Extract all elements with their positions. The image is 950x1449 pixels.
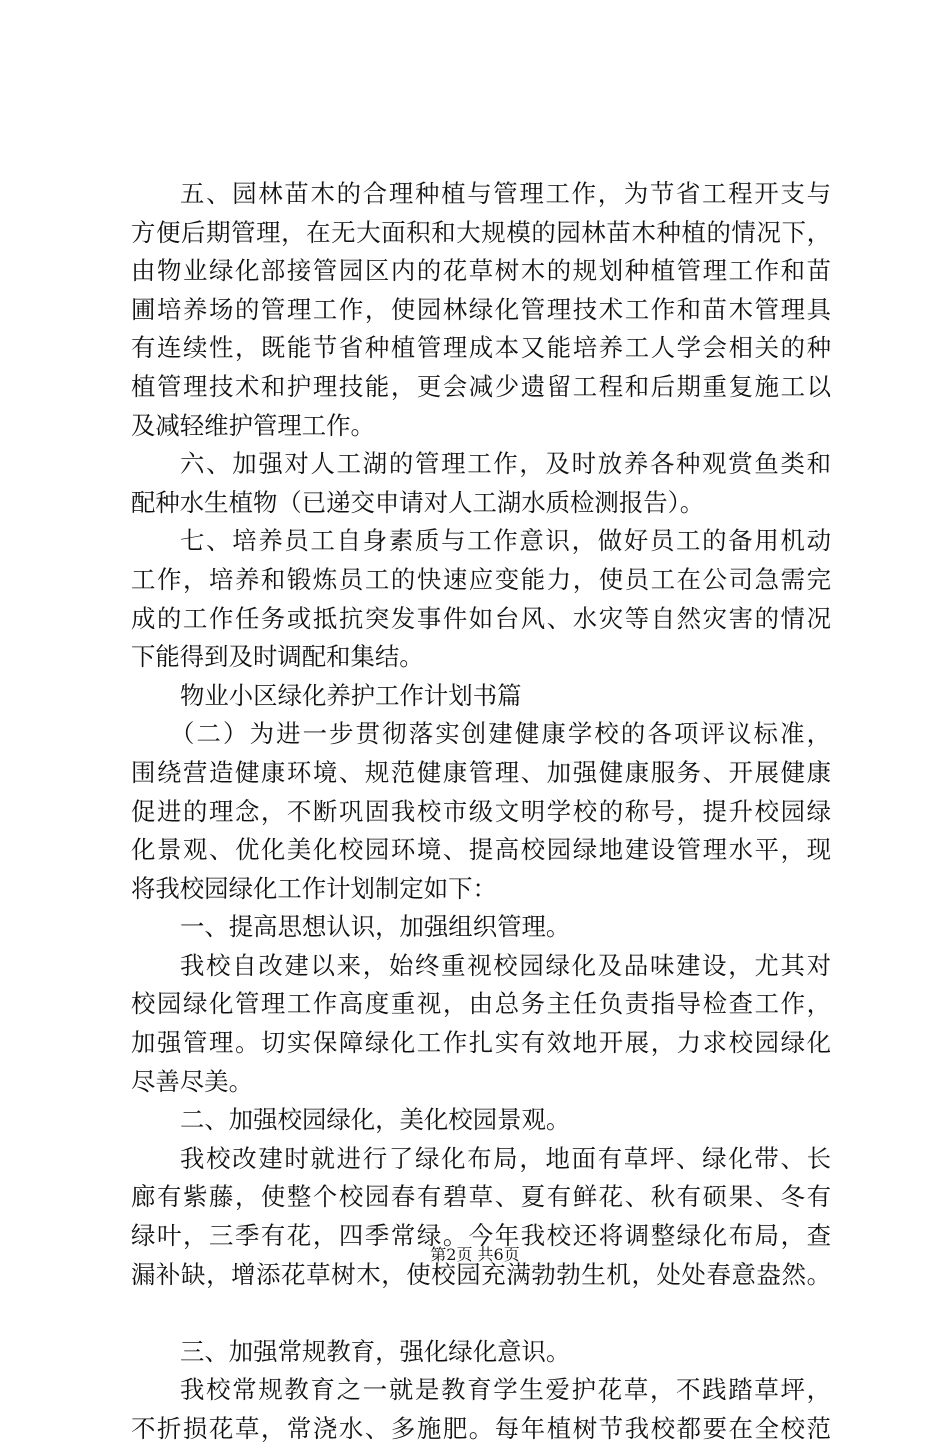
body-text-line: 我校自改建以来，始终重视校园绿化及品味建设，尤其对 xyxy=(180,950,831,980)
blank-line xyxy=(131,1294,831,1333)
body-text-line: （二）为进一步贯彻落实创建健康学校的各项评议标准， xyxy=(170,719,831,749)
body-text-line: 三、加强常规教育，强化绿化意识。 xyxy=(180,1336,571,1366)
body-text-line: 漏补缺，增添花草树木，使校园充满勃勃生机，处处春意盎然。 xyxy=(131,1259,831,1289)
body-text-line: 七、培养员工自身素质与工作意识，做好员工的备用机动 xyxy=(180,526,831,556)
body-text-line: 圃培养场的管理工作，使园林绿化管理技术工作和苗木管理具 xyxy=(131,294,831,324)
body-text-line: 五、园林苗木的合理种植与管理工作，为节省工程开支与 xyxy=(180,179,831,208)
body-text-line: 工作，培养和锻炼员工的快速应变能力，使员工在公司急需完 xyxy=(131,564,831,594)
body-text-line: 将我校园绿化工作计划制定如下： xyxy=(131,873,497,903)
body-text-line: 六、加强对人工湖的管理工作，及时放养各种观赏鱼类和 xyxy=(180,449,831,479)
page-footer: 第2页 共6页 xyxy=(430,1245,520,1264)
body-text-line: 下能得到及时调配和集结。 xyxy=(131,642,424,672)
body-text-line: 植管理技术和护理技能，更会减少遗留工程和后期重复施工以 xyxy=(131,371,831,401)
body-text-line: 成的工作任务或抵抗突发事件如台风、水灾等自然灾害的情况 xyxy=(131,603,831,633)
body-text-line: 有连续性，既能节省种植管理成本又能培养工人学会相关的种 xyxy=(131,333,831,363)
body-text-line: 二、加强校园绿化，美化校园景观。 xyxy=(180,1105,571,1135)
body-text-line: 校园绿化管理工作高度重视，由总务主任负责指导检查工作， xyxy=(131,989,831,1019)
body-text-line: 不折损花草，常浇水、多施肥。每年植树节我校都要在全校范 xyxy=(131,1414,831,1443)
body-text-line: 围绕营造健康环境、规范健康管理、加强健康服务、开展健康 xyxy=(131,757,831,787)
body-text-line: 我校改建时就进行了绿化布局，地面有草坪、绿化带、长 xyxy=(180,1143,831,1173)
body-text-line: 我校常规教育之一就是教育学生爱护花草，不践踏草坪， xyxy=(180,1375,831,1405)
body-text-line: 化景观、优化美化校园环境、提高校园绿地建设管理水平，现 xyxy=(131,835,831,865)
body-text-line: 及减轻维护管理工作。 xyxy=(131,410,375,440)
body-text-line: 物业小区绿化养护工作计划书篇 xyxy=(180,680,522,710)
body-text-line: 绿叶，三季有花，四季常绿。今年我校还将调整绿化布局，查 xyxy=(131,1221,831,1251)
body-text-line: 配种水生植物（已递交申请对人工湖水质检测报告）。 xyxy=(131,487,705,517)
body-text-line: 促进的理念，不断巩固我校市级文明学校的称号，提升校园绿 xyxy=(131,796,831,826)
body-text-line: 尽善尽美。 xyxy=(131,1066,253,1096)
body-text-line: 一、提高思想认识，加强组织管理。 xyxy=(180,912,571,942)
body-text-line: 廊有紫藤，使整个校园春有碧草、夏有鲜花、秋有硕果、冬有 xyxy=(131,1182,831,1212)
body-text-line: 方便后期管理，在无大面积和大规模的园林苗木种植的情况下， xyxy=(131,217,831,247)
body-text-line: 由物业绿化部接管园区内的花草树木的规划种植管理工作和苗 xyxy=(131,256,831,286)
body-text-line: 加强管理。切实保障绿化工作扎实有效地开展，力求校园绿化 xyxy=(131,1028,831,1058)
